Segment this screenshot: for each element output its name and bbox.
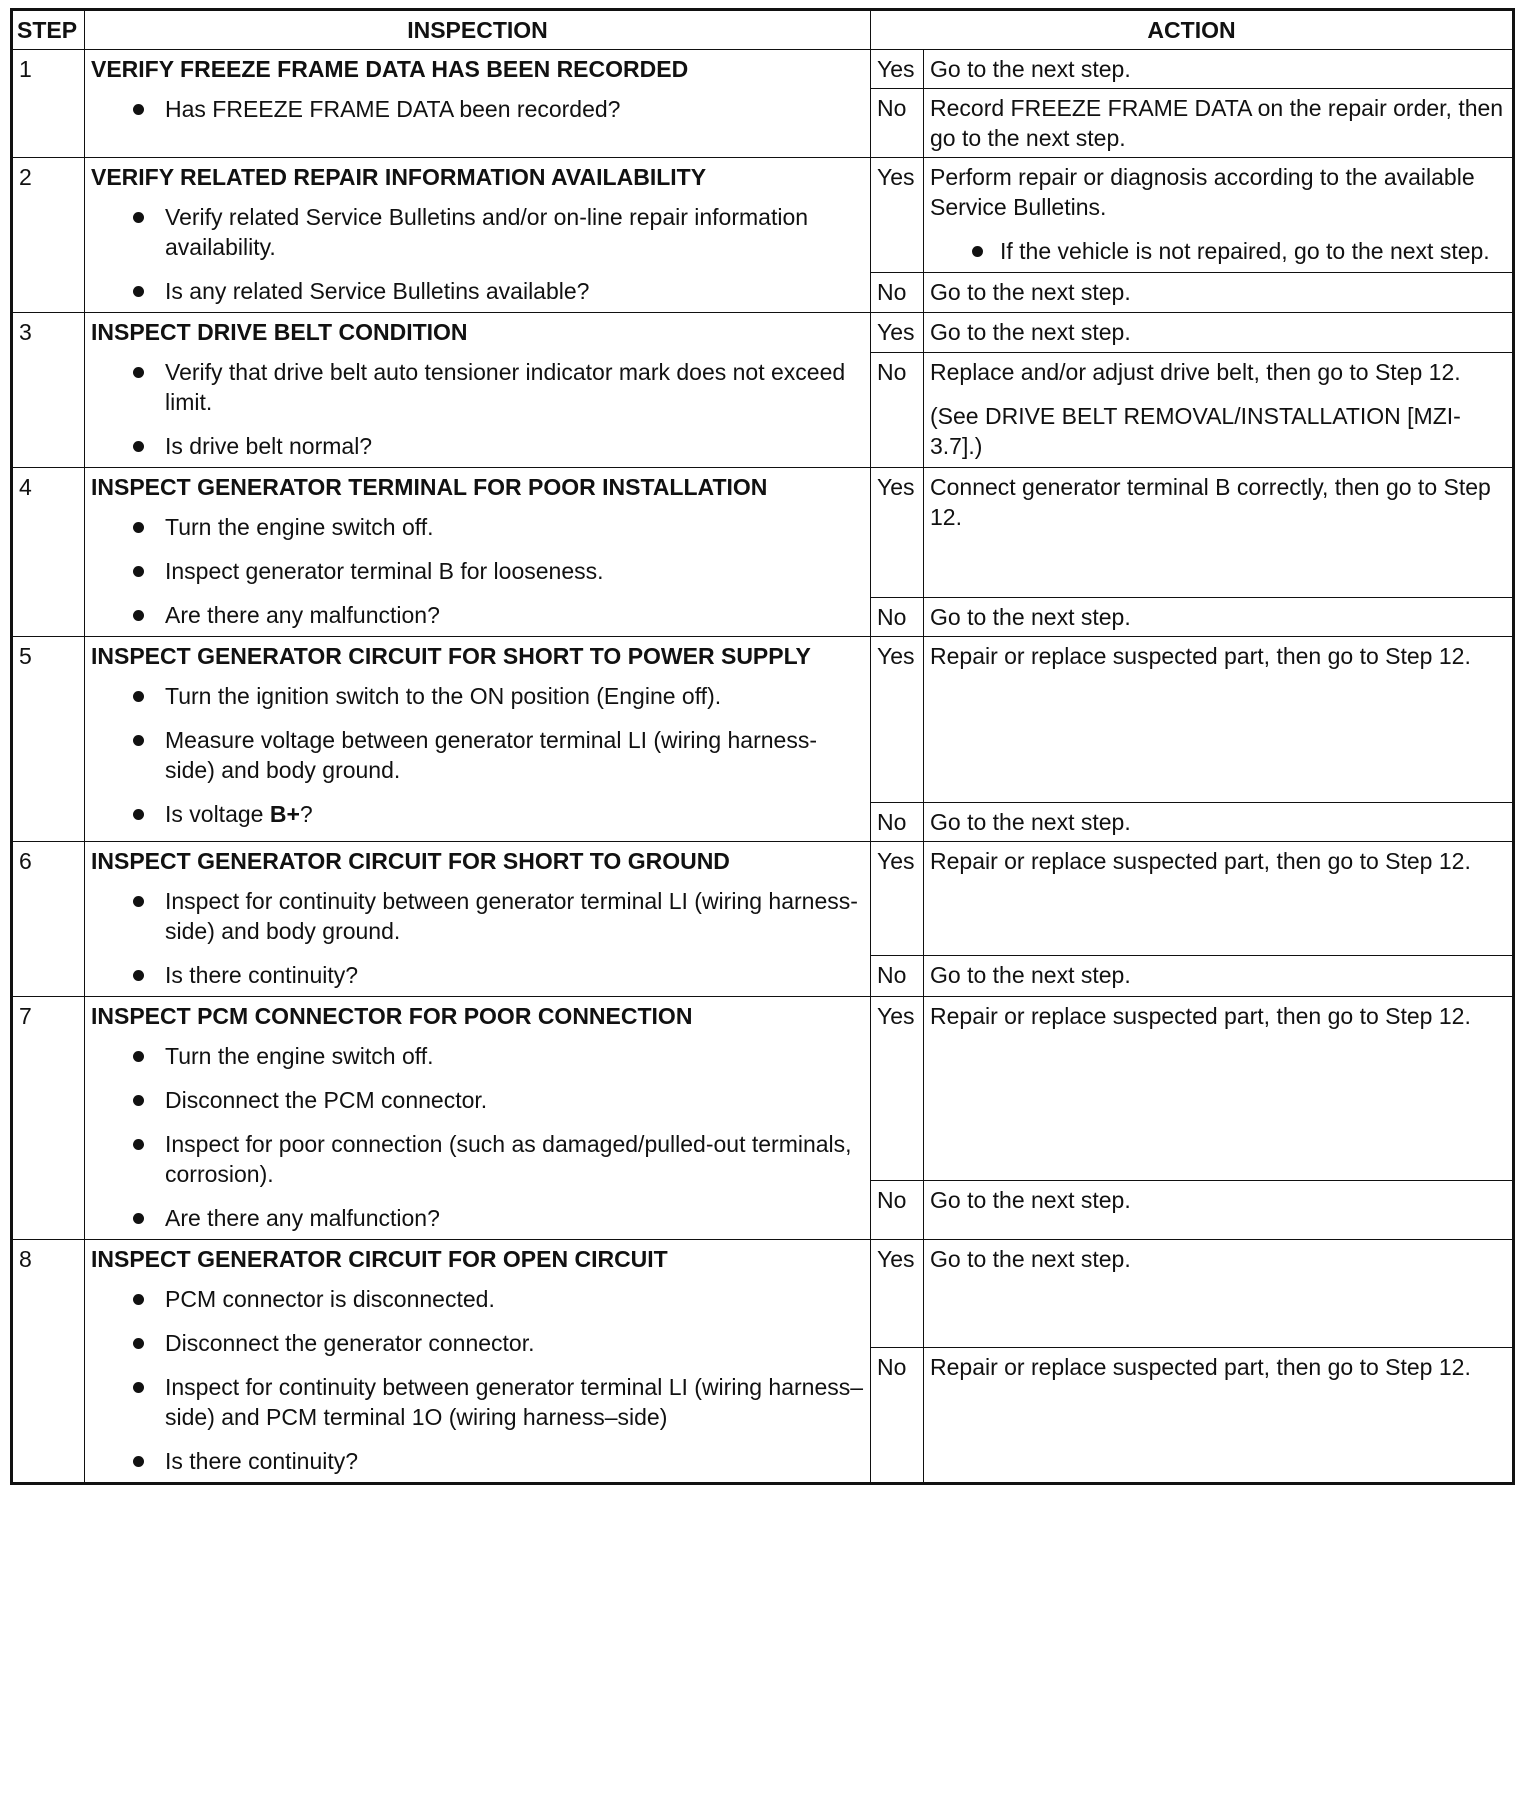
bullet-text: Is voltage — [165, 801, 270, 827]
action-text: Go to the next step. — [930, 809, 1131, 835]
step-number: 1 — [12, 50, 85, 158]
step-title: INSPECT GENERATOR CIRCUIT FOR SHORT TO GROUND — [91, 848, 730, 874]
yes-action-cell — [924, 50, 1514, 89]
no-action-cell — [924, 1348, 1514, 1484]
bullet-item: Disconnect the PCM connector. — [131, 1085, 864, 1115]
inspection-bullets — [91, 202, 864, 306]
voltage-value: B+ — [269, 801, 300, 827]
step-7-yes-row — [12, 997, 1514, 1181]
step-inspection-cell — [85, 50, 871, 158]
step-title: INSPECT GENERATOR TERMINAL FOR POOR INSTALLATION — [91, 474, 768, 500]
action-text: Go to the next step. — [930, 319, 1131, 345]
action-text: Perform repair or diagnosis according to the available Service Bulletins. — [930, 164, 1475, 220]
bullet-item: Is there continuity? — [131, 960, 864, 990]
bullet-item: Is any related Service Bulletins available? — [131, 276, 864, 306]
step-number: 4 — [12, 468, 85, 637]
bullet-item: Turn the engine switch off. — [131, 512, 864, 542]
no-label: No — [871, 352, 924, 467]
step-6-yes-row — [12, 842, 1514, 956]
action-text: Repair or replace suspected part, then go to Step 12. — [930, 643, 1471, 669]
yes-label: Yes — [871, 313, 924, 353]
action-text: Go to the next step. — [930, 56, 1131, 82]
yes-action-cell — [924, 842, 1514, 956]
step-inspection-cell — [85, 842, 871, 997]
no-action-cell — [924, 803, 1514, 842]
no-label: No — [871, 89, 924, 158]
inspection-bullets — [91, 94, 864, 124]
bullet-item: Turn the ignition switch to the ON position (Engine off). — [131, 681, 864, 711]
step-number: 7 — [12, 997, 85, 1240]
no-action-cell — [924, 598, 1514, 637]
step-title: INSPECT PCM CONNECTOR FOR POOR CONNECTION — [91, 1003, 693, 1029]
header-action: ACTION — [871, 10, 1514, 50]
step-title: VERIFY FREEZE FRAME DATA HAS BEEN RECORDED — [91, 56, 689, 82]
bullet-item: Verify that drive belt auto tensioner indicator mark does not exceed limit. — [131, 357, 864, 417]
action-text: Replace and/or adjust drive belt, then go to Step 12. — [930, 358, 1461, 385]
yes-action-cell — [924, 637, 1514, 803]
bullet-item: Are there any malfunction? — [131, 600, 864, 630]
bullet-item: PCM connector is disconnected. — [131, 1284, 864, 1314]
step-1-yes-row — [12, 50, 1514, 89]
header-inspection: INSPECTION — [85, 10, 871, 50]
action-text: Go to the next step. — [930, 962, 1131, 988]
bullet-item: Inspect for continuity between generator terminal LI (wiring harness–side) and PCM terminal 1O (wiring harness–side) — [131, 1372, 864, 1432]
inspection-bullets — [91, 1284, 864, 1476]
bullet-item: Has FREEZE FRAME DATA been recorded? — [131, 94, 864, 124]
diagnostic-procedure-sheet — [10, 8, 1512, 1485]
step-number: 2 — [12, 158, 85, 313]
step-inspection-cell — [85, 313, 871, 468]
bullet-item: Disconnect the generator connector. — [131, 1328, 864, 1358]
header-step: STEP — [12, 10, 85, 50]
step-number: 5 — [12, 637, 85, 842]
action-reference-text: (See DRIVE BELT REMOVAL/INSTALLATION [MZI-3.7].) — [930, 402, 1461, 459]
inspection-bullets — [91, 681, 864, 829]
action-text: Record FREEZE FRAME DATA on the repair order, then go to the next step. — [930, 95, 1504, 151]
inspection-bullets — [91, 357, 864, 461]
no-label: No — [871, 803, 924, 842]
bullet-item: Inspect generator terminal B for looseness. — [131, 556, 864, 586]
bullet-item: Is drive belt normal? — [131, 431, 864, 461]
step-title: INSPECT GENERATOR CIRCUIT FOR OPEN CIRCUIT — [91, 1246, 668, 1272]
yes-action-cell — [924, 158, 1514, 273]
yes-label: Yes — [871, 842, 924, 956]
bullet-item: Is there continuity? — [131, 1446, 864, 1476]
step-number: 8 — [12, 1240, 85, 1484]
no-action-cell — [924, 1181, 1514, 1240]
bullet-item: Measure voltage between generator terminal LI (wiring harness-side) and body ground. — [131, 725, 864, 785]
diagnostic-table — [10, 8, 1515, 1485]
yes-label: Yes — [871, 50, 924, 89]
no-label: No — [871, 1181, 924, 1240]
step-inspection-cell — [85, 158, 871, 313]
no-action-cell — [924, 89, 1514, 158]
no-label: No — [871, 273, 924, 313]
sub-bullet-item: If the vehicle is not repaired, go to the next step. — [970, 236, 1506, 266]
step-title: INSPECT DRIVE BELT CONDITION — [91, 319, 468, 345]
action-text: Go to the next step. — [930, 1246, 1131, 1272]
step-inspection-cell — [85, 637, 871, 842]
no-label: No — [871, 956, 924, 997]
inspection-bullets — [91, 886, 864, 990]
step-title: VERIFY RELATED REPAIR INFORMATION AVAILABILITY — [91, 164, 707, 190]
step-4-yes-row — [12, 468, 1514, 598]
yes-action-cell — [924, 997, 1514, 1181]
action-text: Repair or replace suspected part, then go to Step 12. — [930, 1354, 1471, 1380]
yes-action-cell — [924, 313, 1514, 353]
inspection-bullets — [91, 1041, 864, 1233]
step-2-yes-row — [12, 158, 1514, 273]
action-text: Go to the next step. — [930, 279, 1131, 306]
yes-label: Yes — [871, 158, 924, 273]
step-number: 3 — [12, 313, 85, 468]
bullet-item: Turn the engine switch off. — [131, 1041, 864, 1071]
step-8-yes-row — [12, 1240, 1514, 1348]
inspection-bullets — [91, 512, 864, 630]
yes-label: Yes — [871, 997, 924, 1181]
bullet-text-end: ? — [299, 801, 313, 827]
no-label: No — [871, 1348, 924, 1484]
action-text: Go to the next step. — [930, 604, 1131, 630]
action-sub-bullets — [930, 236, 1506, 266]
step-title: INSPECT GENERATOR CIRCUIT FOR SHORT TO POWER SUPPLY — [91, 643, 811, 669]
bullet-item: Inspect for continuity between generator terminal LI (wiring harness-side) and body ground. — [131, 886, 864, 946]
no-action-cell — [924, 273, 1514, 313]
yes-action-cell — [924, 1240, 1514, 1348]
bullet-item-voltage — [131, 799, 864, 829]
action-text: Connect generator terminal B correctly, then go to Step 12. — [930, 474, 1491, 530]
action-text: Repair or replace suspected part, then go to Step 12. — [930, 1003, 1471, 1029]
step-inspection-cell — [85, 997, 871, 1240]
bullet-item: Inspect for poor connection (such as damaged/pulled-out terminals, corrosion). — [131, 1129, 864, 1189]
step-5-yes-row — [12, 637, 1514, 803]
table-header-row — [12, 10, 1514, 50]
step-number: 6 — [12, 842, 85, 997]
no-action-cell — [924, 956, 1514, 997]
step-inspection-cell — [85, 468, 871, 637]
bullet-item: Are there any malfunction? — [131, 1203, 864, 1233]
step-3-yes-row — [12, 313, 1514, 353]
yes-action-cell — [924, 468, 1514, 598]
step-inspection-cell — [85, 1240, 871, 1484]
yes-label: Yes — [871, 637, 924, 803]
action-text: Go to the next step. — [930, 1187, 1131, 1213]
no-label: No — [871, 598, 924, 637]
yes-label: Yes — [871, 1240, 924, 1348]
bullet-item: Verify related Service Bulletins and/or on-line repair information availability. — [131, 202, 864, 262]
yes-label: Yes — [871, 468, 924, 598]
action-text: Repair or replace suspected part, then go to Step 12. — [930, 848, 1471, 874]
no-action-cell — [924, 352, 1514, 467]
